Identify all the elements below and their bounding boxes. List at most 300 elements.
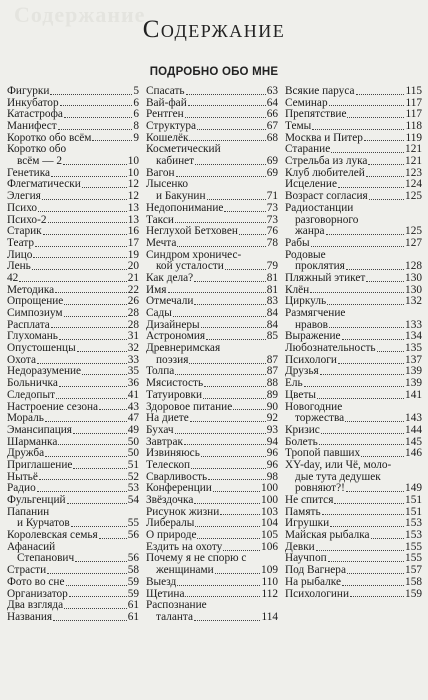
toc-entry-page: 119 <box>405 131 422 144</box>
toc-column-3 <box>285 86 422 600</box>
dot-leader <box>51 327 127 328</box>
toc-entry-page: 28 <box>127 307 139 320</box>
toc-entry-page: 118 <box>405 120 422 133</box>
toc-entry-page: 139 <box>405 365 422 378</box>
dot-leader <box>39 479 127 480</box>
toc-entry <box>7 577 139 589</box>
toc-entry <box>7 495 139 507</box>
toc-entry-title: Расплата <box>7 318 50 331</box>
toc-entry-title: Флегматически <box>7 178 81 191</box>
dot-leader <box>55 292 127 293</box>
dot-leader <box>175 222 266 223</box>
toc-entry-title: Шарманка <box>7 435 58 448</box>
toc-entry-page: 135 <box>405 342 422 355</box>
toc-entry-page: 66 <box>266 108 278 121</box>
dot-leader <box>190 421 266 422</box>
toc-entry-page: 143 <box>405 412 422 425</box>
toc-entry-title: Лицо <box>7 248 33 261</box>
toc-entry-title: Рисунок жизни <box>146 505 220 518</box>
toc-entry-title: Структура <box>146 120 197 133</box>
toc-entry-title: поэзия <box>156 353 189 366</box>
toc-entry <box>285 495 422 507</box>
dot-leader <box>320 374 404 375</box>
toc-entry-title: Старик <box>7 225 42 238</box>
toc-entry-title: На рыбалке <box>285 575 341 588</box>
toc-entry-title: Стрельба из лука <box>285 155 368 168</box>
toc-entry-title: Дружба <box>7 447 45 460</box>
toc-entry-page: 117 <box>405 96 422 109</box>
dot-leader <box>177 585 260 586</box>
dot-leader <box>194 620 260 621</box>
dot-leader <box>176 176 266 177</box>
dot-leader <box>345 421 404 422</box>
dot-leader <box>56 398 127 399</box>
toc-entry-title: Кошелёк <box>146 131 189 144</box>
toc-entry-page: 52 <box>127 470 139 483</box>
dot-leader <box>366 281 404 282</box>
toc-entry-title: Следопыт <box>7 388 56 401</box>
dot-leader <box>19 281 126 282</box>
toc-entry-title: Методика <box>7 283 55 296</box>
dot-leader <box>213 491 260 492</box>
dot-leader <box>71 526 127 527</box>
toc-entry-page: 59 <box>127 587 139 600</box>
toc-entry-title: 42 <box>7 271 19 284</box>
toc-entry <box>7 121 139 133</box>
toc-entry-page: 90 <box>266 400 278 413</box>
toc-entry <box>146 121 278 133</box>
dot-leader <box>92 140 132 141</box>
dot-leader <box>63 164 127 165</box>
toc-entry-page: 117 <box>405 108 422 121</box>
toc-entry-title: Опустошенцы <box>7 342 76 355</box>
toc-entry-title: Симпозиум <box>7 307 63 320</box>
dot-leader <box>197 538 260 539</box>
dot-leader <box>73 468 126 469</box>
toc-entry-page: 19 <box>127 248 139 261</box>
dot-leader <box>82 187 127 188</box>
toc-entry-page: 155 <box>405 540 422 553</box>
dot-leader <box>361 456 404 457</box>
toc-entry-page: 69 <box>266 155 278 168</box>
dot-leader <box>346 491 404 492</box>
toc-entry-page: 145 <box>405 435 422 448</box>
dot-leader <box>208 479 265 480</box>
dot-leader <box>35 246 127 247</box>
dot-leader <box>73 433 127 434</box>
toc-entry-page: 12 <box>127 190 139 203</box>
toc-entry-title: Клён <box>285 283 310 296</box>
toc-entry-title: разговорного <box>295 213 359 226</box>
dot-leader <box>50 94 132 95</box>
toc-entry-page: 103 <box>261 505 278 518</box>
dot-leader <box>37 491 127 492</box>
toc-column-2 <box>146 86 278 624</box>
toc-entry-title: Майская рыбалка <box>285 529 370 542</box>
dot-leader <box>64 608 127 609</box>
dot-leader <box>66 585 127 586</box>
dot-leader <box>168 292 266 293</box>
toc-entry-title: Такси <box>146 213 174 226</box>
toc-entry-title: Психологини <box>285 587 349 600</box>
toc-entry-title: Любознательность <box>285 342 376 355</box>
toc-entry-title: Телескоп <box>146 458 191 471</box>
dot-leader <box>60 105 133 106</box>
toc-entry-title: Кризис <box>285 423 320 436</box>
toc-entry-page: 125 <box>405 190 422 203</box>
toc-entry-title: Манифест <box>7 120 57 133</box>
toc-entry-page: 53 <box>127 482 139 495</box>
dot-leader <box>99 538 127 539</box>
toc-entry-page: 112 <box>261 587 278 600</box>
toc-entry-title: Психологи <box>285 353 337 366</box>
toc-entry-title: Папанин <box>7 505 50 518</box>
toc-entry-page: 124 <box>405 178 422 191</box>
toc-entry <box>146 495 278 507</box>
toc-entry-page: 71 <box>266 190 278 203</box>
dot-leader <box>330 526 404 527</box>
toc-entry-title: Мясистость <box>146 377 204 390</box>
dot-leader <box>59 386 127 387</box>
toc-entry-title: Толпа <box>146 365 175 378</box>
dot-leader <box>347 117 404 118</box>
toc-entry-page: 144 <box>405 423 422 436</box>
dot-leader <box>51 176 127 177</box>
toc-entry-title: Названия <box>7 610 53 623</box>
toc-entry-page: 123 <box>405 166 422 179</box>
toc-entry-page: 109 <box>261 564 278 577</box>
dot-leader <box>321 433 404 434</box>
toc-entry-page: 125 <box>405 225 422 238</box>
toc-entry-page: 50 <box>127 435 139 448</box>
toc-entry-page: 36 <box>127 377 139 390</box>
toc-entry-title: Старание <box>285 143 331 156</box>
toc-entry-page: 6 <box>133 96 139 109</box>
dot-leader <box>334 503 404 504</box>
toc-entry-title: Как дела? <box>146 271 194 284</box>
toc-entry-title: Фото во сне <box>7 575 65 588</box>
toc-entry <box>285 273 422 285</box>
toc-entry-page: 121 <box>405 155 422 168</box>
toc-entry-page: 83 <box>266 295 278 308</box>
toc-entry <box>285 425 422 437</box>
toc-entry-title: Театр <box>7 236 35 249</box>
toc-entry <box>7 612 139 624</box>
toc-entry-title: Организатор <box>7 587 68 600</box>
toc-entry-title: На диете <box>146 412 189 425</box>
toc-entry-title: Всякие паруса <box>285 84 355 97</box>
toc-entry-title: Эмансипация <box>7 423 72 436</box>
toc-entry-title: Москва и Питер <box>285 131 363 144</box>
toc-entry-title: Рентген <box>146 108 184 121</box>
dot-leader <box>37 363 127 364</box>
toc-entry <box>285 308 422 320</box>
dot-leader <box>82 374 127 375</box>
dot-leader <box>194 281 266 282</box>
toc-entry <box>146 308 278 320</box>
dot-leader <box>350 596 404 597</box>
toc-entry-page: 81 <box>266 271 278 284</box>
toc-entry-title: Бухач <box>146 423 174 436</box>
toc-entry-page: 63 <box>266 84 278 97</box>
toc-entry-page: 134 <box>405 330 422 343</box>
dot-leader <box>184 444 266 445</box>
toc-entry-page: 47 <box>127 412 139 425</box>
toc-entry-title: Мечта <box>146 236 177 249</box>
dot-leader <box>195 164 266 165</box>
toc-entry-page: 56 <box>127 529 139 542</box>
toc-entry-title: Клуб любителей <box>285 166 365 179</box>
toc-entry-page: 130 <box>405 271 422 284</box>
toc-entry-title: Почему я не спорю с <box>146 552 247 565</box>
dot-leader <box>194 503 260 504</box>
toc-entry-page: 88 <box>266 377 278 390</box>
toc-entry-title: Рабы <box>285 236 310 249</box>
dot-leader <box>45 456 127 457</box>
dot-leader <box>206 339 266 340</box>
toc-entry-title: Психо-2 <box>7 213 47 226</box>
dot-leader <box>58 444 126 445</box>
toc-entry-page: 20 <box>127 260 139 273</box>
toc-entry <box>146 238 278 250</box>
dot-leader <box>64 304 126 305</box>
dot-leader <box>58 129 133 130</box>
toc-entry-title: Катастрофа <box>7 108 63 121</box>
toc-entry-page: 61 <box>127 599 139 612</box>
toc-entry-page: 128 <box>405 260 422 273</box>
toc-entry-page: 43 <box>127 400 139 413</box>
toc-entry <box>7 238 139 250</box>
toc-entry <box>146 577 278 589</box>
toc-entry <box>285 121 422 133</box>
dot-leader <box>177 246 265 247</box>
toc-entry-page: 10 <box>127 166 139 179</box>
toc-entry-page: 13 <box>127 201 139 214</box>
dot-leader <box>368 164 404 165</box>
toc-entry-title: Астрономия <box>146 330 206 343</box>
dot-leader <box>225 269 266 270</box>
toc-entry-title: Выражение <box>285 330 341 343</box>
toc-entry-page: 51 <box>127 458 139 471</box>
dot-leader <box>175 374 265 375</box>
toc-entry-page: 41 <box>127 388 139 401</box>
dot-leader <box>233 409 265 410</box>
toc-entry-page: 141 <box>405 388 422 401</box>
toc-entry-title: Извиняюсь <box>146 447 200 460</box>
toc-entry-page: 8 <box>133 120 139 133</box>
toc-entry <box>7 273 139 285</box>
toc-entry-page: 16 <box>127 225 139 238</box>
dot-leader <box>338 363 404 364</box>
dot-leader <box>69 596 127 597</box>
dot-leader <box>188 105 266 106</box>
dot-leader <box>195 526 260 527</box>
toc-entry-title: всём — 2 <box>17 155 63 168</box>
dot-leader <box>319 444 404 445</box>
toc-entry-title: Размягчение <box>285 307 346 320</box>
toc-entry <box>285 390 422 402</box>
toc-entry-page: 49 <box>127 423 139 436</box>
dot-leader <box>189 140 265 141</box>
toc-entry-page: 130 <box>405 283 422 296</box>
toc-entry <box>146 273 278 285</box>
toc-entry-page: 22 <box>127 283 139 296</box>
toc-entry-title: Семинар <box>285 96 328 109</box>
toc-entry-title: Щетина <box>146 587 185 600</box>
toc-entry-page: 155 <box>405 552 422 565</box>
toc-entry <box>7 425 139 437</box>
toc-entry-title: Девки <box>285 540 315 553</box>
toc-entry <box>7 86 139 98</box>
toc-entry-page: 33 <box>127 353 139 366</box>
toc-entry-title: Циркуль <box>285 295 327 308</box>
toc-entry-page: 94 <box>266 435 278 448</box>
toc-entry-page: 81 <box>266 283 278 296</box>
toc-entry-page: 84 <box>266 318 278 331</box>
dot-leader <box>317 398 404 399</box>
dot-leader <box>329 327 404 328</box>
toc-entry-title: XY-day, или Чё, моло- <box>285 458 392 471</box>
dot-leader <box>346 269 404 270</box>
toc-entry-title: ровняют?! <box>295 482 345 495</box>
toc-entry-title: Спасать <box>146 84 185 97</box>
toc-entry-page: 153 <box>405 517 422 530</box>
dot-leader <box>322 514 404 515</box>
toc-entry <box>146 460 278 472</box>
toc-entry-page: 32 <box>127 342 139 355</box>
toc-entry-page: 106 <box>261 540 278 553</box>
toc-entry-title: Охота <box>7 353 36 366</box>
toc-entry <box>146 425 278 437</box>
toc-entry-title: Болеть <box>285 435 318 448</box>
toc-entry-title: Элегия <box>7 190 41 203</box>
toc-entry-page: 132 <box>405 295 422 308</box>
toc-entry-title: Афанасий <box>7 540 56 553</box>
toc-entry-title: Опрощение <box>7 295 64 308</box>
toc-entry-title: Радио <box>7 482 36 495</box>
dot-leader <box>43 234 127 235</box>
toc-entry-title: Тропой павших <box>285 447 361 460</box>
toc-entry-page: 96 <box>266 458 278 471</box>
dot-leader <box>223 550 260 551</box>
toc-column-1 <box>7 86 139 624</box>
toc-entry-title: Сварливость <box>146 470 208 483</box>
toc-entry <box>285 577 422 589</box>
toc-entry-page: 5 <box>133 84 139 97</box>
toc-entry-title: Ездить на охоту <box>146 540 223 553</box>
toc-entry-page: 121 <box>405 143 422 156</box>
toc-entry-page: 105 <box>261 529 278 542</box>
toc-entry-title: Не спится <box>285 494 334 507</box>
toc-entry <box>285 203 422 215</box>
toc-entry-page: 110 <box>261 575 278 588</box>
dot-leader <box>328 561 404 562</box>
dot-leader <box>316 550 404 551</box>
toc-entry-title: Память <box>285 505 321 518</box>
toc-entry-page: 73 <box>266 201 278 214</box>
toc-entry-title: Научпоп <box>285 552 327 565</box>
dot-leader <box>32 269 127 270</box>
toc-entry-title: Недоразумение <box>7 365 82 378</box>
dot-leader <box>342 585 404 586</box>
dot-leader <box>64 316 127 317</box>
toc-entry-title: Возраст согласия <box>285 190 368 203</box>
toc-entry-page: 149 <box>405 482 422 495</box>
toc-entry-title: Выезд <box>146 575 177 588</box>
toc-entry <box>7 308 139 320</box>
toc-entry-title: Настроение сезона <box>7 400 99 413</box>
dot-leader <box>175 433 266 434</box>
toc-entry <box>7 460 139 472</box>
toc-entry-page: 67 <box>266 120 278 133</box>
toc-entry-page: 137 <box>405 353 422 366</box>
toc-entry-page: 84 <box>266 307 278 320</box>
toc-entry-page: 12 <box>127 178 139 191</box>
dot-leader <box>67 503 127 504</box>
toc-entry-page: 73 <box>266 213 278 226</box>
toc-entry-title: Приглашение <box>7 458 73 471</box>
toc-entry <box>285 460 422 472</box>
toc-entry-title: Цветы <box>285 388 316 401</box>
toc-entry <box>146 203 278 215</box>
dot-leader <box>215 573 260 574</box>
toc-entry-page: 89 <box>266 388 278 401</box>
toc-entry-title: Татуировки <box>146 388 202 401</box>
dot-leader <box>356 94 405 95</box>
toc-entry-title: Друзья <box>285 365 319 378</box>
toc-entry-page: 68 <box>266 131 278 144</box>
dot-leader <box>364 140 405 141</box>
dot-leader <box>203 398 266 399</box>
dot-leader <box>304 386 404 387</box>
toc-entry-page: 158 <box>405 575 422 588</box>
toc-entry-title: Дизайнеры <box>146 318 200 331</box>
toc-entry-page: 98 <box>266 470 278 483</box>
dot-leader <box>326 234 405 235</box>
toc-entry-title: Исцеление <box>285 178 337 191</box>
toc-entry <box>285 589 422 601</box>
dot-leader <box>53 620 127 621</box>
dot-leader <box>33 257 126 258</box>
toc-entry-title: торжества <box>295 412 345 425</box>
toc-entry-title: Коротко обо <box>7 143 67 156</box>
toc-entry-title: Больничка <box>7 377 58 390</box>
toc-entry-title: Вагон <box>146 166 175 179</box>
toc-entry-page: 114 <box>261 610 278 623</box>
toc-entry-page: 55 <box>127 517 139 530</box>
toc-entry-title: О природе <box>146 529 197 542</box>
dot-leader <box>99 409 127 410</box>
toc-entry-page: 151 <box>405 505 422 518</box>
toc-entry-title: Неглухой Бетховен <box>146 225 238 238</box>
toc-entry-title: Древнеримская <box>146 342 221 355</box>
toc-entry <box>146 390 278 402</box>
toc-entry-page: 157 <box>405 564 422 577</box>
dot-leader <box>342 339 404 340</box>
dot-leader <box>48 222 127 223</box>
dot-leader <box>347 573 404 574</box>
dot-leader <box>38 211 127 212</box>
toc-entry-title: Мораль <box>7 412 44 425</box>
toc-entry-page: 26 <box>127 295 139 308</box>
dot-leader <box>42 199 127 200</box>
dot-leader <box>207 199 266 200</box>
dot-leader <box>185 596 260 597</box>
toc-entry-page: 50 <box>127 447 139 460</box>
toc-entry-title: Ель <box>285 377 303 390</box>
toc-entry-page: 6 <box>133 108 139 121</box>
toc-entry-title: Новогодние <box>285 400 343 413</box>
